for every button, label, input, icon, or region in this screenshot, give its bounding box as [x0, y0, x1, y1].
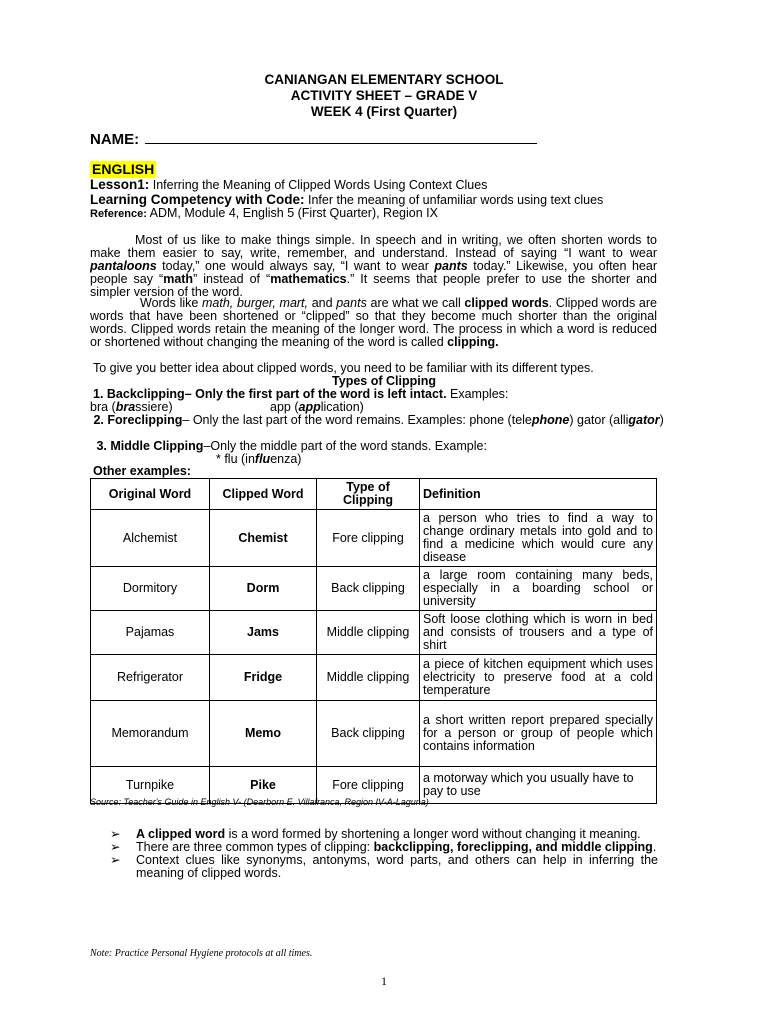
cell-original: Turnpike: [91, 767, 210, 804]
p1-text-e: today.” Likewise, you often hear people say “: [90, 259, 657, 286]
type-foreclipping: [90, 414, 665, 427]
ex-bra-a: bra (: [90, 400, 116, 414]
header-type-of-clipping: Type of Clipping: [317, 479, 420, 510]
cell-clipped: Dorm: [210, 567, 317, 611]
bullet1-bold: A clipped word: [136, 827, 226, 841]
other-examples-label: Other examples:: [93, 464, 191, 478]
p2-clipping: clipping.: [447, 335, 499, 349]
cell-clipped: Chemist: [210, 510, 317, 567]
cell-original: Pajamas: [91, 611, 210, 655]
cell-original: Alchemist: [91, 510, 210, 567]
name-field: [90, 131, 537, 148]
arrow-bullet-icon: ➢: [110, 827, 121, 841]
reference-line: [90, 206, 438, 222]
header-original-word: Original Word: [91, 479, 210, 510]
type3-example-flu: [216, 453, 301, 466]
table-row: [91, 655, 657, 701]
lesson-text: Inferring the Meaning of Clipped Words Using Context Clues: [149, 178, 488, 192]
table-row: [91, 567, 657, 611]
types-title: Types of Clipping: [332, 374, 436, 388]
school-name: CANIANGAN ELEMENTARY SCHOOL: [264, 72, 504, 87]
source-citation: Source: Teacher's Guide in English V- (Dearborn E. Villafranca, Region IV-A-Laguna): [90, 797, 429, 807]
cell-type: Middle clipping: [317, 655, 420, 701]
week-label: WEEK 4 (First Quarter): [310, 104, 458, 119]
cell-definition: Soft loose clothing which is worn in bed and consists of trousers and a type of shirt: [420, 611, 657, 655]
reference-text: ADM, Module 4, English 5 (First Quarter), Region IX: [146, 206, 438, 220]
lesson-label: Lesson1:: [90, 177, 150, 192]
type2-text-c: ) gator (alli: [569, 413, 629, 427]
ex-flu-a: * flu (in: [216, 452, 255, 466]
list-item: [110, 854, 658, 880]
document-header: [0, 72, 768, 120]
p1-text-c: today,” one would always say, “I want to wear: [156, 259, 435, 273]
competency-text: Infer the meaning of unfamiliar words using text clues: [304, 193, 604, 207]
cell-clipped: Jams: [210, 611, 317, 655]
reference-label: Reference:: [90, 208, 147, 220]
type1-text: – Only the first part of the word is left intact.: [184, 387, 447, 401]
cell-clipped: Fridge: [210, 655, 317, 701]
type3-label: 3. Middle Clipping: [96, 439, 204, 453]
p1-pantaloons: pantaloons: [90, 259, 157, 273]
ex-bra-b: bra: [115, 400, 136, 414]
cell-original: Memorandum: [91, 701, 210, 767]
p1-pants: pants: [434, 259, 468, 273]
table-row: [91, 510, 657, 567]
cell-definition: a piece of kitchen equipment which uses electricity to preserve food at a cold temperature: [420, 655, 657, 701]
table-row: [91, 611, 657, 655]
type2-phone: phone: [531, 413, 570, 427]
ex-bra-c: ssiere): [135, 400, 173, 414]
cell-original: Refrigerator: [91, 655, 210, 701]
cell-clipped: Memo: [210, 701, 317, 767]
table-row: [91, 701, 657, 767]
arrow-bullet-icon: ➢: [110, 853, 121, 867]
intro-paragraph-1: [90, 234, 657, 299]
hygiene-note: Note: Practice Personal Hygiene protocols at all times.: [90, 948, 313, 959]
cell-type: Fore clipping: [317, 767, 420, 804]
type2-text: – Only the last part of the word remains. Examples: phone (tele: [182, 413, 532, 427]
header-definition: Definition: [420, 479, 657, 510]
cell-definition: a motorway which you usually have to pay to use: [420, 767, 657, 804]
p2-text-a: Words like: [140, 296, 202, 310]
p2-examples: math, burger, mart,: [202, 296, 309, 310]
cell-definition: a short written report prepared specially for a person or group of people which contains information: [420, 701, 657, 767]
bullet3-text: Context clues like synonyms, antonyms, word parts, and others can help in inferring the meaning of clipped words.: [136, 853, 658, 880]
ex-app-c: lication): [320, 400, 364, 414]
p2-text-e: are what we call: [366, 296, 465, 310]
table-header-row: [91, 479, 657, 510]
p2-text-g: . Clipped words are words that have been shortened or “clipped” so that they become much shorter than the original words. Clipped words retain the meaning of the longer word. The process in which a word is reduced or shortened without changing the meaning of the word is called: [90, 296, 657, 349]
summary-bullets: [110, 828, 658, 880]
subject-label: ENGLISH: [92, 161, 155, 177]
ex-app-a: app (: [270, 400, 299, 414]
type2-gator: gator: [628, 413, 660, 427]
name-label: NAME:: [90, 131, 140, 148]
header-clipped-word: Clipped Word: [210, 479, 317, 510]
page-number: 1: [381, 974, 387, 988]
p1-mathematics: mathematics: [270, 272, 347, 286]
cell-type: Fore clipping: [317, 510, 420, 567]
p2-clipped-words: clipped words: [464, 296, 549, 310]
type2-text-e: ): [659, 413, 664, 427]
lesson-line: [90, 177, 487, 193]
type1-label: 1. Backclipping: [93, 387, 185, 401]
type1-tail: Examples:: [446, 387, 509, 401]
p1-text-a: Most of us like to make things simple. In speech and in writing, we often shorten words to make them easier to say, write, remember, and understand. Instead of saying “I want to wear: [90, 233, 657, 260]
intro-sentence: To give you better idea about clipped words, you need to be familiar with its different types.: [93, 361, 594, 375]
bullet2-text: There are three common types of clipping:: [136, 840, 374, 854]
type2-label: 2. Foreclipping: [93, 413, 183, 427]
p1-math: math: [163, 272, 194, 286]
p1-text-i: .” It seems that people prefer to use the shorter and simpler version of the word.: [90, 272, 657, 299]
bullet2-end: .: [652, 840, 657, 854]
arrow-bullet-icon: ➢: [110, 840, 121, 854]
ex-app-b: app: [298, 400, 321, 414]
cell-clipped: Pike: [210, 767, 317, 804]
p2-text-c: and: [308, 296, 337, 310]
cell-definition: a person who tries to find a way to change ordinary metals into gold and to find a medicine which would cure any disease: [420, 510, 657, 567]
cell-type: Middle clipping: [317, 611, 420, 655]
competency-label: Learning Competency with Code:: [90, 192, 305, 207]
ex-flu-b: flu: [254, 452, 271, 466]
name-blank-line: [145, 131, 537, 144]
cell-definition: a large room containing many beds, especially in a boarding school or university: [420, 567, 657, 611]
p1-text-g: ” instead of “: [193, 272, 271, 286]
cell-original: Dormitory: [91, 567, 210, 611]
type3-text: –Only the middle part of the word stands. Example:: [203, 439, 487, 453]
cell-type: Back clipping: [317, 701, 420, 767]
ex-flu-c: enza): [270, 452, 302, 466]
intro-paragraph-2: [90, 297, 657, 349]
bullet2-bold: backclipping, foreclipping, and middle clipping: [373, 840, 653, 854]
cell-type: Back clipping: [317, 567, 420, 611]
p2-pants: pants: [336, 296, 367, 310]
clipping-examples-table: [90, 478, 657, 804]
sheet-title: ACTIVITY SHEET – GRADE V: [290, 88, 478, 103]
bullet1-text: is a word formed by shortening a longer word without changing it meaning.: [225, 827, 641, 841]
